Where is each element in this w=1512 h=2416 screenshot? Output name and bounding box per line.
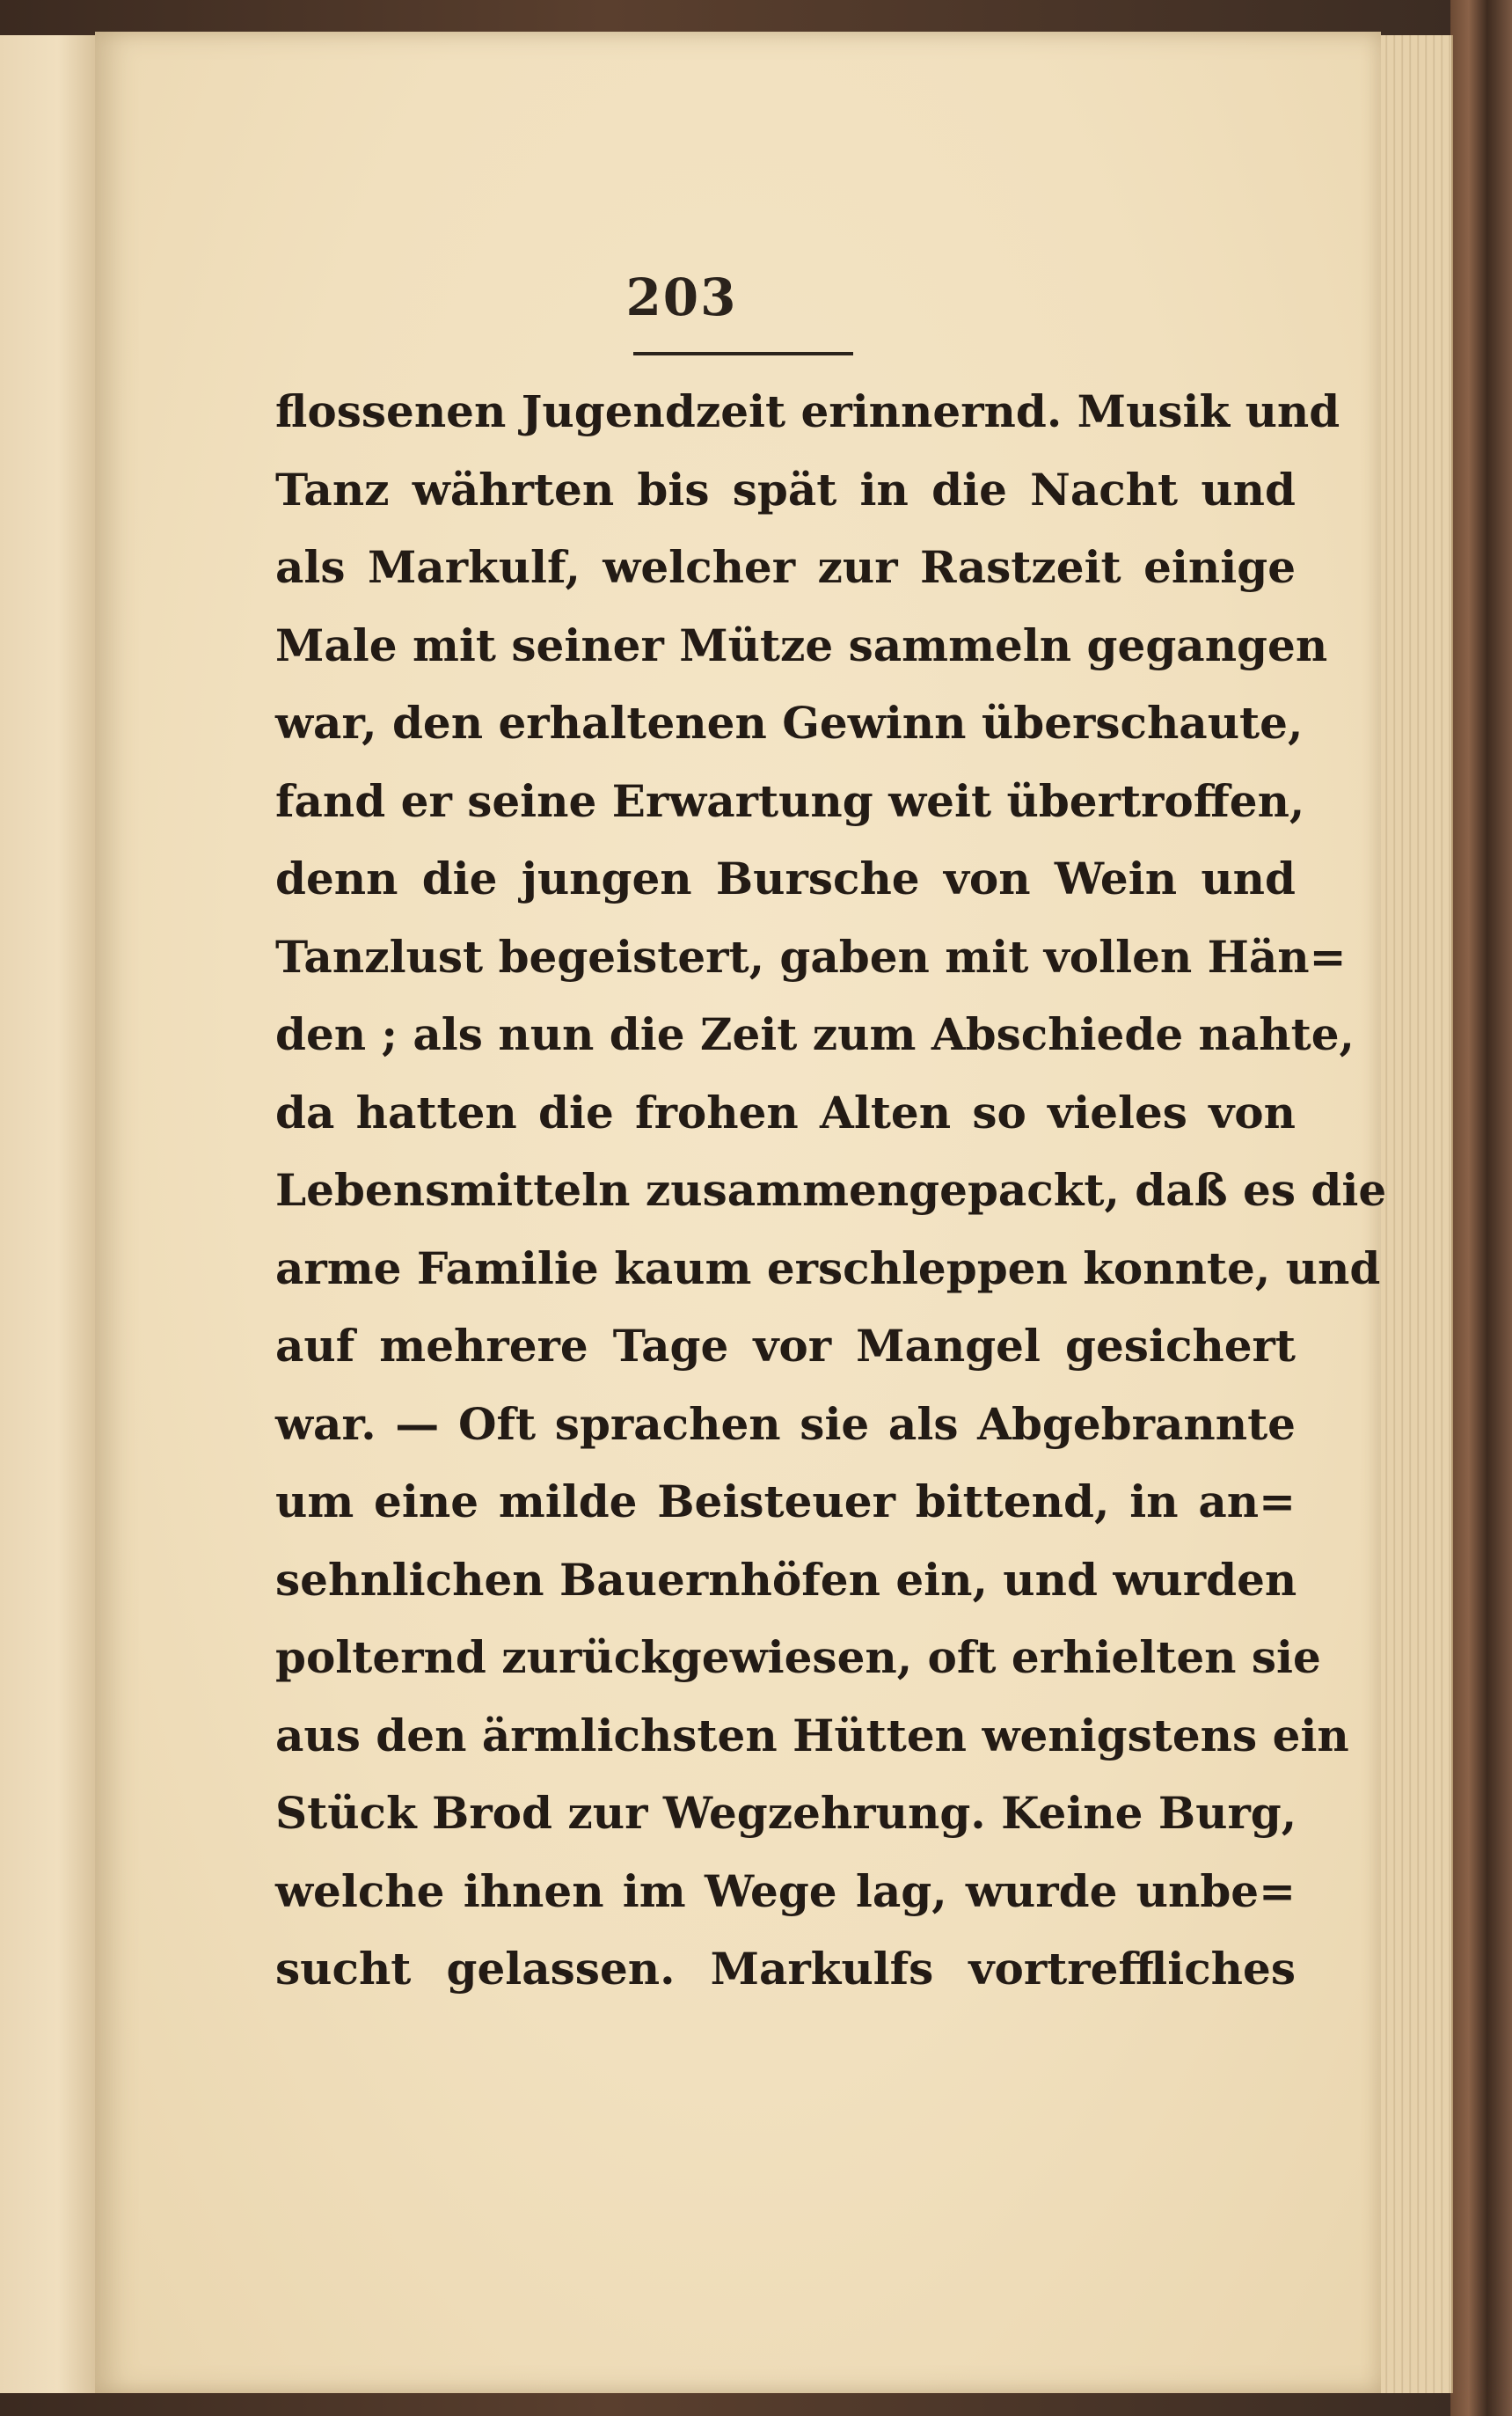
body-text: [275, 373, 1387, 2009]
text-line: denn die jungen Bursche von Wein und: [275, 853, 1296, 904]
text-line: aus den ärmlichsten Hütten wenigstens ein: [275, 1709, 1349, 1761]
text-line: flossenen Jugendzeit erinnernd. Musik und: [275, 385, 1340, 437]
text-line: welche ihnen im Wege lag, wurde unbe=: [275, 1864, 1296, 1917]
text-line: sucht gelassen. Markulfs vortreffliches: [275, 1943, 1296, 1995]
text-line: um eine milde Beisteuer bittend, in an=: [275, 1475, 1296, 1527]
facing-page-edge: [0, 35, 97, 2393]
header-rule: [633, 352, 853, 355]
text-line: war, den erhaltenen Gewinn überschaute,: [275, 697, 1304, 749]
text-line: war. — Oft sprachen sie als Abgebrannte: [275, 1397, 1296, 1450]
text-line: sehnlichen Bauernhöfen ein, und wurden: [275, 1553, 1297, 1606]
text-line: Tanzlust begeistert, gaben mit vollen Hän=: [275, 930, 1347, 983]
text-line: polternd zurückgewiesen, oft erhielten sie: [275, 1631, 1321, 1683]
book-page: [95, 32, 1387, 2393]
page-number: 203: [625, 267, 738, 327]
text-line: den ; als nun die Zeit zum Abschiede nahte,: [275, 1008, 1355, 1060]
text-line: Lebensmitteln zusammengepackt, daß es die: [275, 1164, 1387, 1216]
text-line: Stück Brod zur Wegzehrung. Keine Burg,: [275, 1787, 1297, 1839]
text-line: Male mit seiner Mütze sammeln gegangen: [275, 619, 1328, 671]
text-line: auf mehrere Tage vor Mangel gesichert: [275, 1320, 1296, 1372]
text-line: fand er seine Erwartung weit übertroffen,: [275, 774, 1305, 827]
text-line: als Markulf, welcher zur Rastzeit einige: [275, 541, 1296, 593]
text-line: da hatten die frohen Alten so vieles von: [275, 1086, 1296, 1138]
text-line: Tanz währten bis spät in die Nacht und: [275, 463, 1296, 516]
text-line: arme Familie kaum erschleppen konnte, und: [275, 1241, 1381, 1294]
book-cover-edge: [1450, 0, 1512, 2416]
